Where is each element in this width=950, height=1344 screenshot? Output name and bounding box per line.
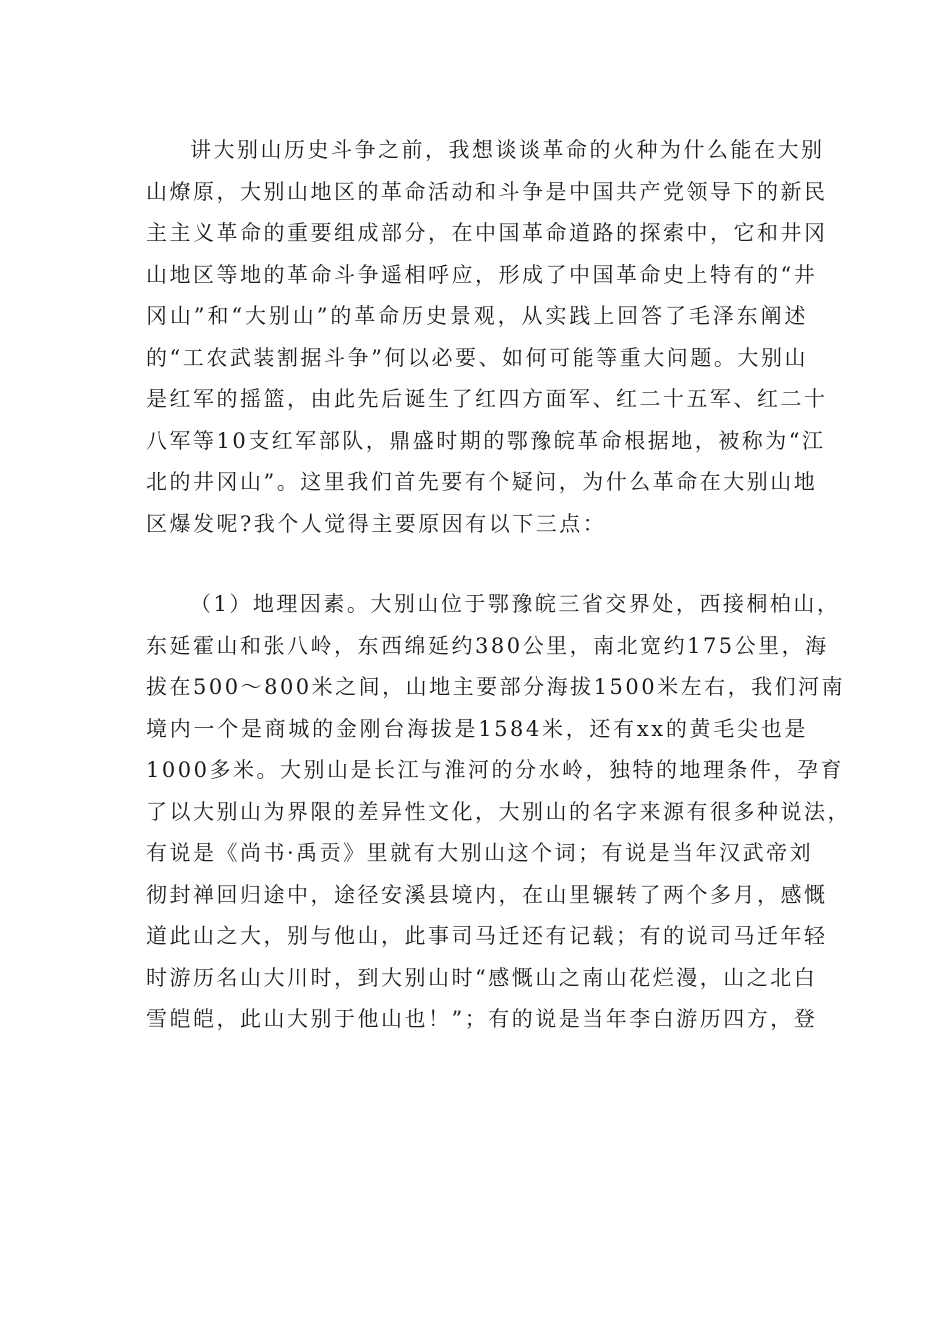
paragraph-line: 山燎原，大别山地区的革命活动和斗争是中国共产党领导下的新民 xyxy=(146,179,828,204)
paragraph-line: 冈山”和“大别山”的革命历史景观，从实践上回答了毛泽东阐述 xyxy=(146,304,808,328)
paragraph-line: 有说是《尚书·禹贡》里就有大别山这个词；有说是当年汉武帝刘 xyxy=(146,841,814,865)
paragraph-line: 讲大别山历史斗争之前，我想谈谈革命的火种为什么能在大别 xyxy=(190,138,825,162)
paragraph-line: 东延霍山和张八岭，东西绵延约380公里，南北宽约175公里，海 xyxy=(146,633,829,658)
paragraph-line: 彻封禅回归途中，途径安溪县境内，在山里辗转了两个多月，感慨 xyxy=(146,882,828,907)
paragraph-line: 1000多米。大别山是长江与淮河的分水岭，独特的地理条件，孕育 xyxy=(146,758,844,782)
paragraph-intro xyxy=(146,130,828,545)
paragraph-line: 的“工农武装割据斗争”何以必要、如何可能等重大问题。大别山 xyxy=(146,345,808,370)
paragraph-line: 时游历名山大川时，到大别山时“感慨山之南山花烂漫，山之北白 xyxy=(146,965,818,990)
paragraph-line: 道此山之大，别与他山，此事司马迁还有记载；有的说司马迁年轻 xyxy=(146,924,828,948)
paragraph-line: 区爆发呢?我个人觉得主要原因有以下三点： xyxy=(146,511,607,536)
paragraph-line: 北的井冈山”。这里我们首先要有个疑问，为什么革命在大别山地 xyxy=(146,470,818,494)
paragraph-line: 雪皑皑，此山大别于他山也！”；有的说是当年李白游历四方，登 xyxy=(146,1007,818,1031)
paragraph-line: 山地区等地的革命斗争遥相呼应，形成了中国革命史上特有的“井 xyxy=(146,262,818,287)
paragraph-line: 是红军的摇篮，由此先后诞生了红四方面军、红二十五军、红二十 xyxy=(146,387,828,411)
paragraph-line: 八军等10支红军部队，鼎盛时期的鄂豫皖革命根据地，被称为“江 xyxy=(146,428,826,453)
paragraph-line: 主主义革命的重要组成部分，在中国革命道路的探索中，它和井冈 xyxy=(146,221,828,245)
paragraph-geography xyxy=(146,584,851,1041)
paragraph-line: 拔在500～800米之间，山地主要部分海拔1500米左右，我们河南 xyxy=(146,675,846,699)
paragraph-line: （1）地理因素。大别山位于鄂豫皖三省交界处，西接桐柏山， xyxy=(190,592,841,616)
paragraph-line: 境内一个是商城的金刚台海拔是1584米，还有xx的黄毛尖也是 xyxy=(146,716,808,741)
paragraph-line: 了以大别山为界限的差异性文化，大别山的名字来源有很多种说法， xyxy=(146,799,851,824)
